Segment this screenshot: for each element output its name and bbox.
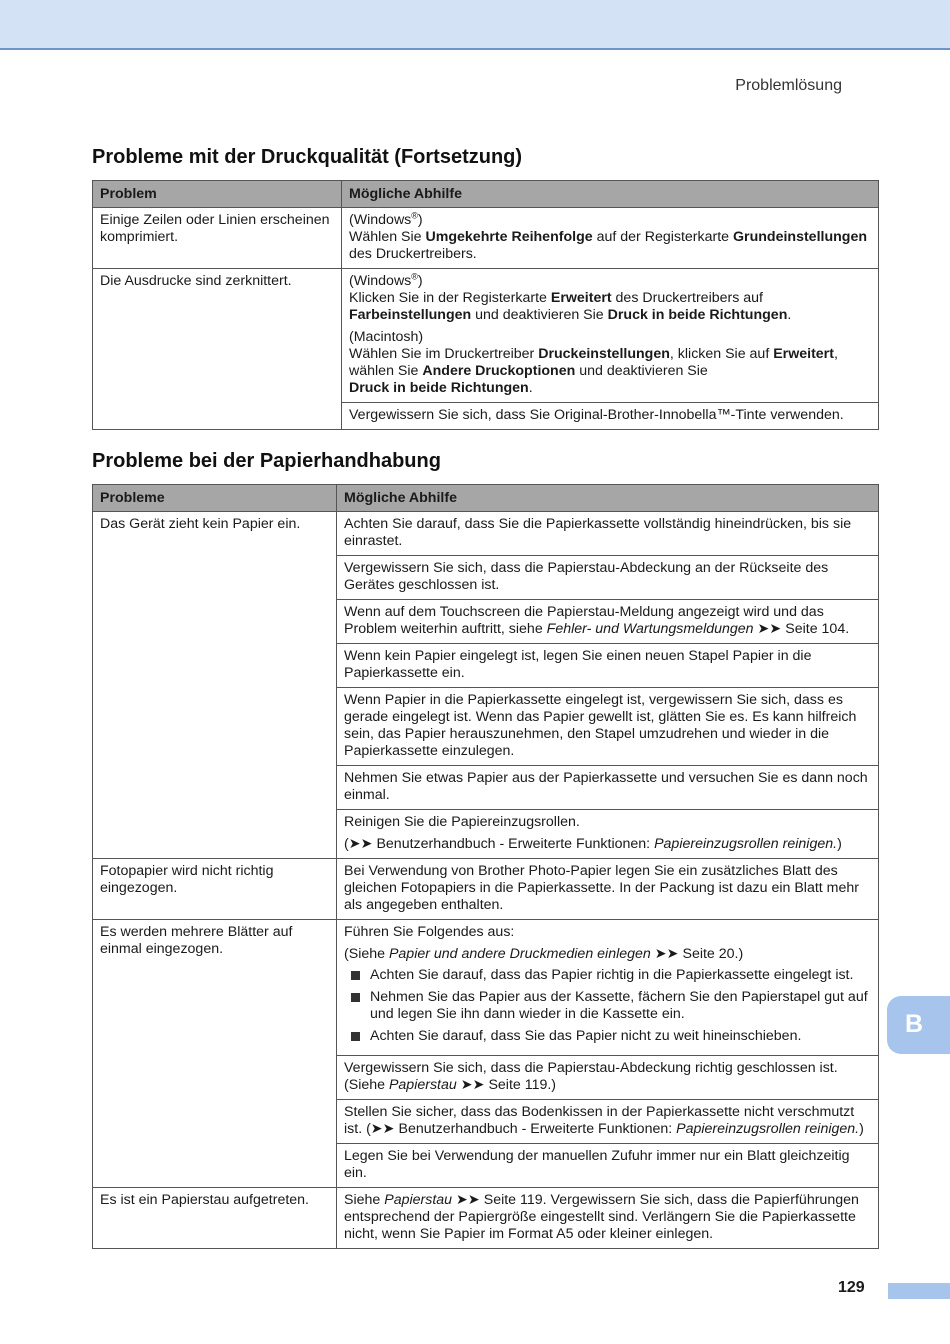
double-arrow-icon: ➤➤ [348,836,373,852]
double-arrow-icon: ➤➤ [757,621,782,637]
problem-cell-continued [93,403,342,430]
remedy-cell: Vergewissern Sie sich, dass die Papierstau-Abdeckung an der Rückseite des Gerätes geschlossen ist. [337,556,879,600]
remedy-cell: Stellen Sie sicher, dass das Bodenkissen in der Papierkassette nicht verschmutzt ist. (➤➤ Benutzerhandbuch - Erweiterte Funktionen: Papiereinzugsrollen reinigen.) [337,1100,879,1144]
problem-cell-continued [93,810,337,859]
remedy-cell: Wenn auf dem Touchscreen die Papierstau-Meldung angezeigt wird und das Problem weiterhin auftritt, siehe Fehler- und Wartungsmeldungen ➤➤ Seite 104. [337,600,879,644]
section-title-paper-handling: Probleme bei der Papierhandhabung [92,450,441,472]
remedy-text: (➤➤ Benutzerhandbuch - Erweiterte Funktionen: Papiereinzugsrollen reinigen.) [344,836,842,852]
problem-cell-continued [93,556,337,600]
problem-cell-continued [93,1144,337,1188]
table-row [93,688,879,766]
remedy-cell: Nehmen Sie etwas Papier aus der Papierkassette und versuchen Sie es dann noch einmal. [337,766,879,810]
remedy-cell: Achten Sie darauf, dass Sie die Papierkassette vollständig hineindrücken, bis sie einrastet. [337,512,879,556]
table-print-quality [92,180,879,430]
remedy-cell: Wenn kein Papier eingelegt ist, legen Sie einen neuen Stapel Papier in die Papierkassette ein. [337,644,879,688]
remedy-text: (Macintosh) Wählen Sie im Druckertreiber Druckeinstellungen, klicken Sie auf Erweitert, wählen Sie Andere Druckoptionen und deaktivieren Sie Druck in beide Richtungen. [349,329,838,396]
table-row [93,644,879,688]
list-item: Achten Sie darauf, dass das Papier richtig in die Papierkassette eingelegt ist. [344,967,871,984]
chapter-tab-letter: B [905,1010,924,1038]
col-header-problem: Probleme [93,485,337,512]
table-row [93,810,879,859]
chapter-tab [887,996,950,1054]
remedy-cell: Reinigen Sie die Papiereinzugsrollen. (➤➤ Benutzerhandbuch - Erweiterte Funktionen: Papiereinzugsrollen reinigen.) [337,810,879,859]
problem-cell-continued [93,644,337,688]
table-row [93,600,879,644]
double-arrow-icon: ➤➤ [370,1121,395,1137]
double-arrow-icon: ➤➤ [456,1192,480,1208]
problem-cell: Es ist ein Papierstau aufgetreten. [93,1188,337,1249]
table-row [93,1188,879,1249]
problem-cell: Einige Zeilen oder Linien erscheinen komprimiert. [93,208,342,269]
remedy-text: (Windows®) Wählen Sie Umgekehrte Reihenfolge auf der Registerkarte Grundeinstellungen des Druckertreibers. [349,210,868,262]
problem-cell-continued [93,600,337,644]
double-arrow-icon: ➤➤ [654,946,679,962]
list-item: Nehmen Sie das Papier aus der Kassette, fächern Sie den Papierstapel gut auf und legen Sie ihn dann wieder in die Kassette ein. [344,989,871,1023]
col-header-remedy: Mögliche Abhilfe [337,485,879,512]
remedy-text: (Windows®) Klicken Sie in der Registerkarte Erweitert des Druckertreibers auf Farbeinstellungen und deaktivieren Sie Druck in beide Richtungen. [349,271,792,323]
table-row [93,766,879,810]
section-label: Problemlösung [735,77,842,94]
remedy-cell: Legen Sie bei Verwendung der manuellen Zufuhr immer nur ein Blatt gleichzeitig ein. [337,1144,879,1188]
table-row [93,859,879,920]
table-header-row [93,181,879,208]
bullet-list [344,967,871,1045]
table-row [93,1100,879,1144]
table-row [93,1144,879,1188]
col-header-problem: Problem [93,181,342,208]
footer-bar [888,1283,950,1299]
remedy-cell [342,269,879,403]
problem-cell-continued [93,1056,337,1100]
remedy-cell: Vergewissern Sie sich, dass die Papierstau-Abdeckung richtig geschlossen ist. (Siehe Papierstau ➤➤ Seite 119.) [337,1056,879,1100]
table-paper-handling [92,484,879,1249]
table-row [93,1056,879,1100]
problem-cell: Die Ausdrucke sind zerknittert. [93,269,342,403]
table-row [93,208,879,269]
list-item: Achten Sie darauf, dass Sie das Papier nicht zu weit hineinschieben. [344,1028,871,1045]
problem-cell-continued [93,1100,337,1144]
table-row [93,269,879,403]
header-bar [0,0,950,50]
table-row [93,403,879,430]
col-header-remedy: Mögliche Abhilfe [342,181,879,208]
table-row [93,512,879,556]
section-title-print-quality: Probleme mit der Druckqualität (Fortsetzung) [92,146,523,168]
table-row [93,556,879,600]
remedy-cell: Wenn Papier in die Papierkassette eingelegt ist, vergewissern Sie sich, dass es gerade eingelegt ist. Wenn das Papier gewellt ist, glätten Sie es. Es kann hilfreich sein, das Papier herauszunehmen, den Stapel umzudrehen und wieder in die Papierkassette einzulegen. [337,688,879,766]
remedy-text: (Siehe Papier und andere Druckmedien einlegen ➤➤ Seite 20.) [344,946,744,962]
remedy-cell: Vergewissern Sie sich, dass Sie Original-Brother-Innobella™-Tinte verwenden. [342,403,879,430]
remedy-cell: Siehe Papierstau ➤➤ Seite 119. Vergewissern Sie sich, dass die Papierführungen entsprechend der Papiergröße eingestellt sind. Verlängern Sie die Papierkassette nicht, wenn Sie Papier im Format A5 oder kleiner einlegen. [337,1188,879,1249]
problem-cell-continued [93,688,337,766]
problem-cell: Fotopapier wird nicht richtig eingezogen. [93,859,337,920]
remedy-cell: Bei Verwendung von Brother Photo-Papier legen Sie ein zusätzliches Blatt des gleichen Fotopapiers in die Papierkassette. In der Packung ist dazu ein Blatt mehr als angegeben enthalten. [337,859,879,920]
remedy-cell [342,208,879,269]
page-number: 129 [838,1279,865,1296]
problem-cell-continued [93,766,337,810]
problem-cell: Das Gerät zieht kein Papier ein. [93,512,337,556]
problem-cell: Es werden mehrere Blätter auf einmal eingezogen. [93,920,337,1056]
table-row [93,920,879,1056]
remedy-cell: Führen Sie Folgendes aus: (Siehe Papier und andere Druckmedien einlegen ➤➤ Seite 20.) Achten Sie darauf, dass das Papier richtig in die Papierkassette eingelegt ist. Nehmen Sie das Papier aus der Kassette, fächern Sie den Papierstapel gut auf und legen Sie ihn dann wieder in die Kassette ein. Achten Sie darauf, dass Sie das Papier nicht zu weit hineinschieben. [337,920,879,1056]
table-header-row [93,485,879,512]
double-arrow-icon: ➤➤ [460,1077,485,1093]
